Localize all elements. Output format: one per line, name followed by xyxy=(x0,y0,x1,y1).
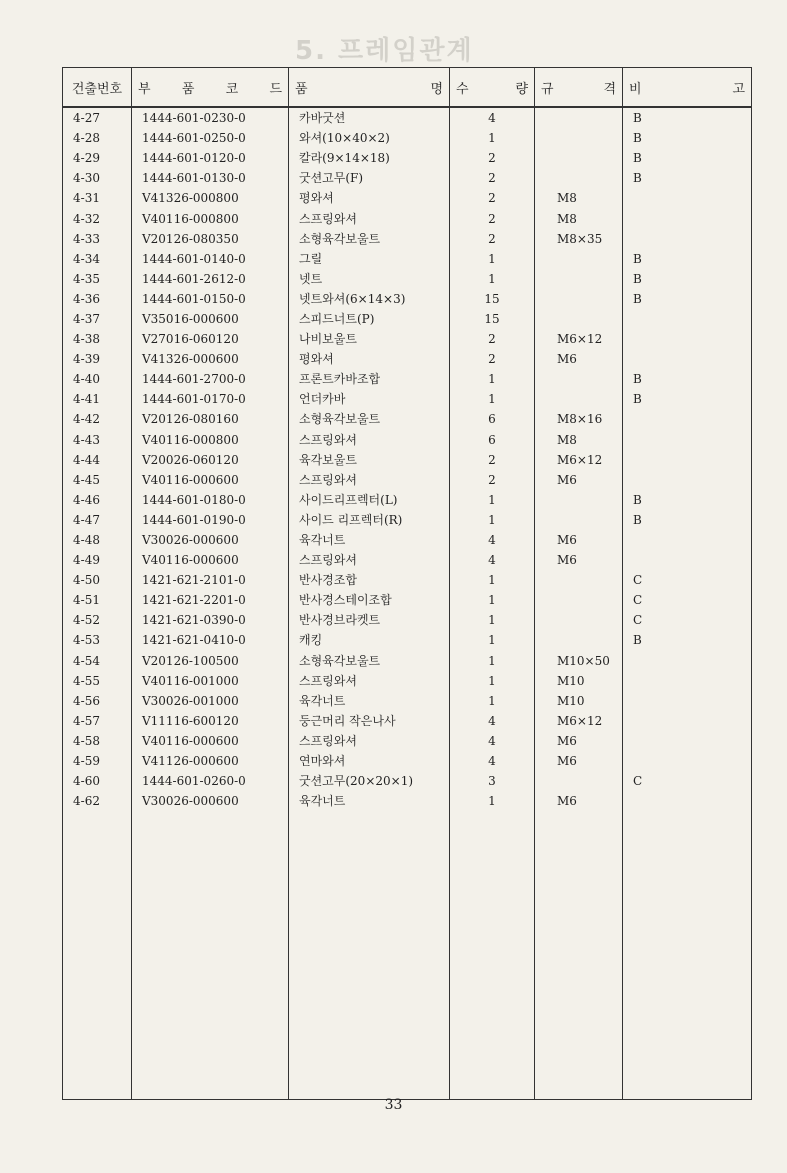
cell-part-name: 소형육각보울트 xyxy=(289,229,450,249)
table-row xyxy=(63,269,752,289)
cell-part-code: V41126-000600 xyxy=(132,751,289,771)
cell-spec xyxy=(535,590,623,610)
cell-spec: M8 xyxy=(535,430,623,450)
cell-part-no: 4-42 xyxy=(63,409,132,429)
cell-part-no: 4-58 xyxy=(63,731,132,751)
header-code-char: 코 xyxy=(225,81,239,97)
cell-note xyxy=(623,309,752,329)
table-row xyxy=(63,349,752,369)
cell-part-name: 스프링와셔 xyxy=(289,671,450,691)
header-name-char: 명 xyxy=(430,81,443,97)
table-row xyxy=(63,409,752,429)
table-row xyxy=(63,771,752,791)
cell-spec xyxy=(535,128,623,148)
header-code-char: 드 xyxy=(269,81,282,97)
header-spec-char: 규 xyxy=(541,81,554,97)
cell-part-code: 1444-601-0150-0 xyxy=(132,289,289,309)
cell-note xyxy=(623,329,752,349)
cell-part-no: 4-62 xyxy=(63,791,132,811)
cell-part-no: 4-47 xyxy=(63,510,132,530)
cell-quantity: 2 xyxy=(450,229,535,249)
cell-spec xyxy=(535,269,623,289)
cell-quantity: 2 xyxy=(450,208,535,228)
cell-part-no: 4-48 xyxy=(63,530,132,550)
cell-spec: M10×50 xyxy=(535,651,623,671)
cell-quantity: 1 xyxy=(450,590,535,610)
cell-quantity: 4 xyxy=(450,731,535,751)
cell-note: C xyxy=(623,771,752,791)
cell-part-code: 1444-601-0140-0 xyxy=(132,249,289,269)
header-code-char: 품 xyxy=(181,81,195,97)
cell-quantity: 1 xyxy=(450,269,535,289)
table-spacer-row xyxy=(63,811,752,1099)
cell-note: B xyxy=(623,389,752,409)
header-code xyxy=(132,68,289,108)
cell-note xyxy=(623,188,752,208)
table-row xyxy=(63,550,752,570)
table-row xyxy=(63,389,752,409)
cell-part-no: 4-39 xyxy=(63,349,132,369)
cell-quantity: 2 xyxy=(450,349,535,369)
cell-part-name: 평와셔 xyxy=(289,188,450,208)
cell-quantity: 1 xyxy=(450,791,535,811)
cell-part-code: V40116-000600 xyxy=(132,470,289,490)
cell-part-name: 언더카바 xyxy=(289,389,450,409)
cell-quantity: 4 xyxy=(450,107,535,128)
cell-part-name: 반사경브라켓트 xyxy=(289,610,450,630)
cell-part-name: 사이드리프렉터(L) xyxy=(289,490,450,510)
cell-part-name: 넷트와셔(6×14×3) xyxy=(289,289,450,309)
cell-part-name: 나비보울트 xyxy=(289,329,450,349)
cell-part-no: 4-27 xyxy=(63,107,132,128)
cell-part-code: V20126-100500 xyxy=(132,651,289,671)
cell-quantity: 2 xyxy=(450,470,535,490)
cell-spec: M6×12 xyxy=(535,450,623,470)
cell-part-code: V40116-001000 xyxy=(132,671,289,691)
cell-spec: M6×12 xyxy=(535,711,623,731)
cell-note xyxy=(623,349,752,369)
cell-note xyxy=(623,791,752,811)
table-row xyxy=(63,309,752,329)
cell-spec xyxy=(535,610,623,630)
table-row xyxy=(63,490,752,510)
cell-spec: M6 xyxy=(535,349,623,369)
cell-part-name: 스프링와셔 xyxy=(289,470,450,490)
table-row xyxy=(63,470,752,490)
cell-spec xyxy=(535,369,623,389)
cell-part-no: 4-33 xyxy=(63,229,132,249)
table-row xyxy=(63,651,752,671)
cell-part-code: V20126-080160 xyxy=(132,409,289,429)
cell-part-no: 4-30 xyxy=(63,168,132,188)
cell-spec: M10 xyxy=(535,691,623,711)
cell-part-no: 4-57 xyxy=(63,711,132,731)
cell-part-name: 반사경조합 xyxy=(289,570,450,590)
cell-part-no: 4-34 xyxy=(63,249,132,269)
cell-part-name: 연마와셔 xyxy=(289,751,450,771)
header-qty-char: 수 xyxy=(456,81,469,97)
cell-note xyxy=(623,470,752,490)
cell-part-code: 1444-601-0180-0 xyxy=(132,490,289,510)
header-name-char: 품 xyxy=(295,81,308,97)
cell-spec: M6×12 xyxy=(535,329,623,349)
cell-spec: M6 xyxy=(535,470,623,490)
header-spec-char: 격 xyxy=(603,81,616,97)
table-body xyxy=(63,107,752,1100)
cell-part-code: 1444-601-2700-0 xyxy=(132,369,289,389)
page-title: 5. 프레임관계 xyxy=(295,36,474,66)
cell-note xyxy=(623,651,752,671)
table-row xyxy=(63,107,752,128)
table-row xyxy=(63,450,752,470)
cell-part-no: 4-44 xyxy=(63,450,132,470)
cell-part-name: 스피드너트(P) xyxy=(289,309,450,329)
table-row xyxy=(63,369,752,389)
cell-spec xyxy=(535,168,623,188)
cell-part-code: 1444-601-0190-0 xyxy=(132,510,289,530)
cell-part-no: 4-32 xyxy=(63,208,132,228)
cell-part-code: 1421-621-0410-0 xyxy=(132,630,289,650)
table-row xyxy=(63,249,752,269)
cell-part-code: V35016-000600 xyxy=(132,309,289,329)
cell-part-no: 4-28 xyxy=(63,128,132,148)
cell-part-code: 1421-621-2201-0 xyxy=(132,590,289,610)
cell-note: C xyxy=(623,590,752,610)
cell-part-no: 4-60 xyxy=(63,771,132,791)
cell-note xyxy=(623,409,752,429)
cell-note: B xyxy=(623,510,752,530)
cell-part-code: V11116-600120 xyxy=(132,711,289,731)
cell-quantity: 4 xyxy=(450,751,535,771)
cell-part-code: V20126-080350 xyxy=(132,229,289,249)
cell-quantity: 4 xyxy=(450,530,535,550)
cell-quantity: 1 xyxy=(450,691,535,711)
cell-part-no: 4-49 xyxy=(63,550,132,570)
cell-quantity: 2 xyxy=(450,450,535,470)
cell-part-code: V30026-001000 xyxy=(132,691,289,711)
table-row xyxy=(63,590,752,610)
table-row xyxy=(63,671,752,691)
cell-part-code: V40116-000600 xyxy=(132,550,289,570)
cell-part-no: 4-55 xyxy=(63,671,132,691)
cell-part-no: 4-54 xyxy=(63,651,132,671)
cell-note xyxy=(623,229,752,249)
cell-spec xyxy=(535,630,623,650)
cell-spec xyxy=(535,107,623,128)
cell-quantity: 1 xyxy=(450,570,535,590)
cell-part-name: 프론트카바조합 xyxy=(289,369,450,389)
empty-cell xyxy=(535,811,623,1099)
cell-note: B xyxy=(623,269,752,289)
cell-part-name: 그릴 xyxy=(289,249,450,269)
cell-quantity: 6 xyxy=(450,409,535,429)
cell-note: B xyxy=(623,289,752,309)
cell-note xyxy=(623,731,752,751)
cell-spec: M8×35 xyxy=(535,229,623,249)
header-qty xyxy=(450,68,535,108)
cell-spec: M6 xyxy=(535,530,623,550)
cell-part-name: 육각너트 xyxy=(289,691,450,711)
cell-note: B xyxy=(623,369,752,389)
empty-cell xyxy=(623,811,752,1099)
cell-part-code: V30026-000600 xyxy=(132,530,289,550)
table-row xyxy=(63,229,752,249)
empty-cell xyxy=(132,811,289,1099)
cell-quantity: 1 xyxy=(450,671,535,691)
cell-note xyxy=(623,208,752,228)
table-row xyxy=(63,711,752,731)
table-row xyxy=(63,329,752,349)
table-row xyxy=(63,630,752,650)
cell-part-name: 굿션고무(F) xyxy=(289,168,450,188)
cell-part-name: 넷트 xyxy=(289,269,450,289)
cell-part-code: 1444-601-0170-0 xyxy=(132,389,289,409)
cell-note xyxy=(623,550,752,570)
table-header-row xyxy=(63,68,752,108)
cell-spec xyxy=(535,148,623,168)
cell-quantity: 6 xyxy=(450,430,535,450)
cell-part-name: 스프링와셔 xyxy=(289,208,450,228)
cell-part-name: 스프링와셔 xyxy=(289,430,450,450)
cell-quantity: 1 xyxy=(450,369,535,389)
cell-part-code: 1421-621-0390-0 xyxy=(132,610,289,630)
header-note xyxy=(623,68,752,108)
cell-part-code: V20026-060120 xyxy=(132,450,289,470)
cell-part-no: 4-45 xyxy=(63,470,132,490)
parts-table xyxy=(62,67,752,1100)
cell-spec: M10 xyxy=(535,671,623,691)
cell-spec: M6 xyxy=(535,550,623,570)
header-spec xyxy=(535,68,623,108)
cell-part-no: 4-59 xyxy=(63,751,132,771)
cell-part-code: 1444-601-0260-0 xyxy=(132,771,289,791)
table-row xyxy=(63,208,752,228)
cell-part-no: 4-43 xyxy=(63,430,132,450)
table-row xyxy=(63,128,752,148)
cell-quantity: 2 xyxy=(450,168,535,188)
cell-quantity: 1 xyxy=(450,510,535,530)
cell-quantity: 2 xyxy=(450,188,535,208)
cell-part-no: 4-40 xyxy=(63,369,132,389)
cell-note xyxy=(623,530,752,550)
cell-note: B xyxy=(623,107,752,128)
cell-note xyxy=(623,711,752,731)
cell-part-name: 육각보울트 xyxy=(289,450,450,470)
page-number: 33 xyxy=(384,1097,403,1113)
cell-note: B xyxy=(623,630,752,650)
cell-part-code: V41326-000800 xyxy=(132,188,289,208)
cell-spec xyxy=(535,309,623,329)
empty-cell xyxy=(450,811,535,1099)
cell-note xyxy=(623,691,752,711)
cell-quantity: 1 xyxy=(450,651,535,671)
cell-note xyxy=(623,430,752,450)
cell-note: B xyxy=(623,249,752,269)
cell-quantity: 15 xyxy=(450,289,535,309)
cell-quantity: 1 xyxy=(450,630,535,650)
table-row xyxy=(63,510,752,530)
cell-quantity: 4 xyxy=(450,711,535,731)
table-row xyxy=(63,731,752,751)
cell-part-code: V40116-000800 xyxy=(132,208,289,228)
empty-cell xyxy=(289,811,450,1099)
header-note-char: 비 xyxy=(629,81,642,97)
cell-note xyxy=(623,450,752,470)
cell-quantity: 1 xyxy=(450,490,535,510)
cell-part-name: 반사경스테이조합 xyxy=(289,590,450,610)
table-row xyxy=(63,289,752,309)
table-row xyxy=(63,530,752,550)
cell-part-name: 소형육각보울트 xyxy=(289,409,450,429)
cell-part-name: 육각너트 xyxy=(289,530,450,550)
table-row xyxy=(63,570,752,590)
table-row xyxy=(63,188,752,208)
cell-spec xyxy=(535,771,623,791)
cell-part-no: 4-37 xyxy=(63,309,132,329)
cell-part-code: V40116-000600 xyxy=(132,731,289,751)
cell-part-no: 4-50 xyxy=(63,570,132,590)
cell-part-code: 1444-601-0120-0 xyxy=(132,148,289,168)
cell-part-code: 1444-601-0130-0 xyxy=(132,168,289,188)
cell-quantity: 2 xyxy=(450,148,535,168)
cell-spec xyxy=(535,389,623,409)
cell-quantity: 1 xyxy=(450,610,535,630)
cell-part-no: 4-35 xyxy=(63,269,132,289)
cell-part-name: 소형육각보울트 xyxy=(289,651,450,671)
table-row xyxy=(63,430,752,450)
table-row xyxy=(63,148,752,168)
table-row xyxy=(63,168,752,188)
cell-part-name: 평와셔 xyxy=(289,349,450,369)
cell-note: B xyxy=(623,490,752,510)
cell-note xyxy=(623,671,752,691)
table-row xyxy=(63,791,752,811)
cell-part-name: 사이드 리프렉터(R) xyxy=(289,510,450,530)
cell-part-code: 1421-621-2101-0 xyxy=(132,570,289,590)
cell-spec: M6 xyxy=(535,751,623,771)
cell-part-no: 4-38 xyxy=(63,329,132,349)
cell-quantity: 1 xyxy=(450,128,535,148)
cell-spec: M8×16 xyxy=(535,409,623,429)
cell-quantity: 3 xyxy=(450,771,535,791)
table-row xyxy=(63,751,752,771)
cell-part-name: 스프링와셔 xyxy=(289,731,450,751)
cell-part-no: 4-51 xyxy=(63,590,132,610)
cell-part-no: 4-36 xyxy=(63,289,132,309)
cell-quantity: 1 xyxy=(450,249,535,269)
cell-quantity: 1 xyxy=(450,389,535,409)
cell-spec: M8 xyxy=(535,208,623,228)
cell-part-no: 4-52 xyxy=(63,610,132,630)
cell-part-name: 육각너트 xyxy=(289,791,450,811)
header-note-char: 고 xyxy=(732,81,745,97)
empty-cell xyxy=(63,811,132,1099)
header-no xyxy=(63,68,132,108)
header-name xyxy=(289,68,450,108)
cell-part-no: 4-56 xyxy=(63,691,132,711)
cell-spec: M6 xyxy=(535,731,623,751)
cell-quantity: 2 xyxy=(450,329,535,349)
cell-note: B xyxy=(623,168,752,188)
cell-part-name: 칼라(9×14×18) xyxy=(289,148,450,168)
cell-part-code: 1444-601-0230-0 xyxy=(132,107,289,128)
cell-part-no: 4-53 xyxy=(63,630,132,650)
cell-part-no: 4-46 xyxy=(63,490,132,510)
cell-part-name: 스프링와셔 xyxy=(289,550,450,570)
cell-note: C xyxy=(623,570,752,590)
cell-part-code: V30026-000600 xyxy=(132,791,289,811)
cell-note xyxy=(623,751,752,771)
cell-part-code: 1444-601-2612-0 xyxy=(132,269,289,289)
cell-spec: M6 xyxy=(535,791,623,811)
cell-quantity: 15 xyxy=(450,309,535,329)
cell-spec xyxy=(535,249,623,269)
cell-note: C xyxy=(623,610,752,630)
table-row xyxy=(63,691,752,711)
cell-spec: M8 xyxy=(535,188,623,208)
cell-part-no: 4-31 xyxy=(63,188,132,208)
header-no-label: 건출번호 xyxy=(71,81,123,97)
cell-part-no: 4-29 xyxy=(63,148,132,168)
cell-part-name: 캐킹 xyxy=(289,630,450,650)
cell-note: B xyxy=(623,128,752,148)
cell-part-name: 둥근머리 작은나사 xyxy=(289,711,450,731)
cell-part-no: 4-41 xyxy=(63,389,132,409)
header-code-char: 부 xyxy=(138,81,151,97)
cell-part-name: 카바굿션 xyxy=(289,107,450,128)
cell-spec xyxy=(535,510,623,530)
cell-part-name: 와셔(10×40×2) xyxy=(289,128,450,148)
cell-part-name: 굿션고무(20×20×1) xyxy=(289,771,450,791)
cell-part-code: V27016-060120 xyxy=(132,329,289,349)
cell-part-code: V40116-000800 xyxy=(132,430,289,450)
cell-spec xyxy=(535,490,623,510)
table-row xyxy=(63,610,752,630)
cell-spec xyxy=(535,570,623,590)
cell-note: B xyxy=(623,148,752,168)
cell-part-code: 1444-601-0250-0 xyxy=(132,128,289,148)
header-qty-char: 량 xyxy=(515,81,528,97)
cell-spec xyxy=(535,289,623,309)
cell-part-code: V41326-000600 xyxy=(132,349,289,369)
cell-quantity: 4 xyxy=(450,550,535,570)
